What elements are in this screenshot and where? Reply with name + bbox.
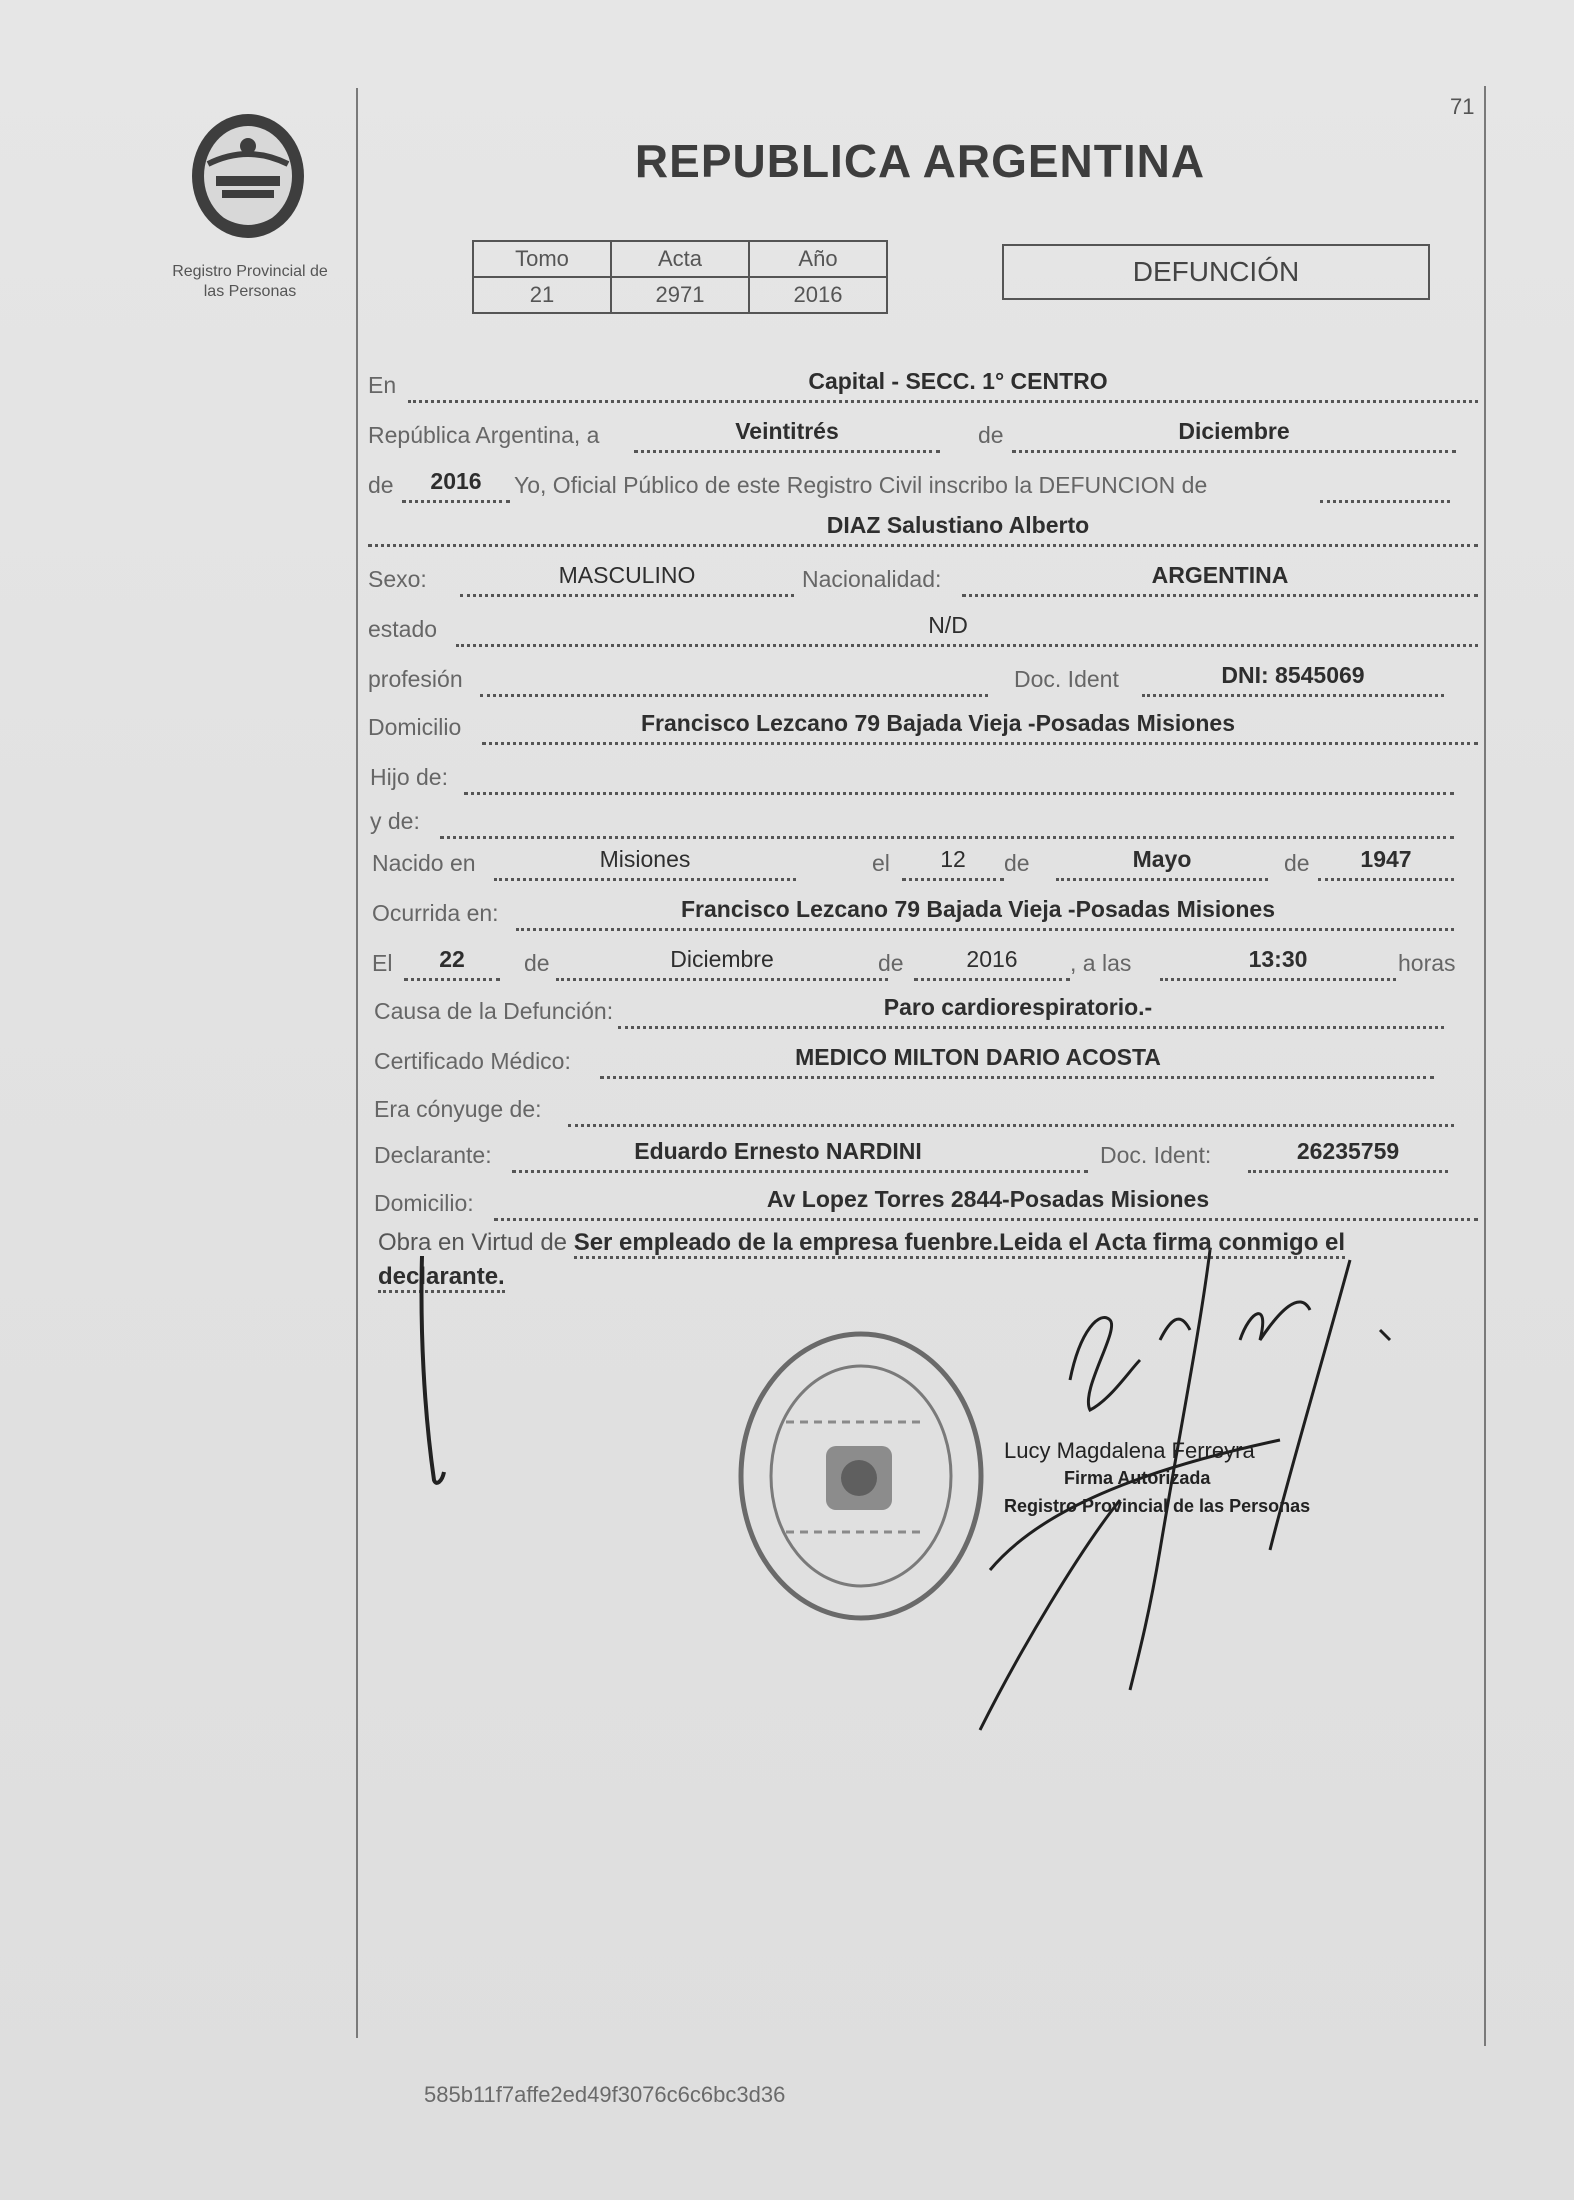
row-conyuge [368, 1088, 1480, 1128]
domicilio-value: Francisco Lezcano 79 Bajada Vieja -Posadas Misiones [641, 710, 1235, 736]
death-month-dots [556, 978, 888, 981]
page-number: 71 [1450, 94, 1475, 119]
obra-value: Ser empleado de la empresa fuenbre.Leida el Acta firma conmigo el declarante. [378, 1229, 1345, 1293]
acta-value: 2971 [611, 277, 749, 313]
de-label-3: de [1284, 850, 1310, 876]
signatory-role: Firma Autorizada [1064, 1468, 1211, 1488]
death-month: Diciembre [670, 946, 774, 972]
row-sexo [368, 558, 1480, 598]
death-time-dots [1160, 978, 1396, 981]
conyuge-dots [568, 1124, 1454, 1127]
logo-caption-line2: las Personas [203, 283, 297, 300]
domicilio2-label: Domicilio: [374, 1190, 474, 1216]
de-label-5: de [878, 950, 904, 976]
horas-label: horas [1398, 950, 1456, 976]
nacido-value: Misiones [599, 846, 691, 872]
day-words-value: Veintitrés [735, 418, 839, 444]
year-dots [402, 500, 510, 503]
birth-year-dots [1318, 878, 1454, 881]
en-label: En [368, 372, 397, 398]
domicilio-dots [482, 742, 1478, 745]
row-hijo [368, 756, 1480, 796]
registry-value-row [473, 277, 887, 313]
nacionalidad-label: Nacionalidad: [802, 566, 942, 592]
yo-text: Yo, Oficial Público de este Registro Civil inscribo la DEFUNCION de [514, 472, 1208, 498]
ocurrida-label: Ocurrida en: [372, 900, 499, 926]
estado-label: estado [368, 616, 438, 642]
doc-ident-label: Doc. Ident [1014, 666, 1119, 692]
row-domicilio [368, 706, 1480, 746]
doc-ident-dots [1142, 694, 1444, 697]
row-en [368, 364, 1480, 404]
birth-day: 12 [940, 846, 966, 872]
republica-label: República Argentina, a [368, 422, 600, 448]
de-label-2: de [1004, 850, 1030, 876]
day-words-dots [634, 450, 940, 453]
name-dots [368, 544, 1478, 547]
row-nacido [368, 842, 1480, 882]
certificado-label: Certificado Médico: [374, 1048, 571, 1074]
sexo-value: MASCULINO [558, 562, 696, 588]
signatory-name: Lucy Magdalena Ferreyra [1004, 1438, 1255, 1463]
declarante-label: Declarante: [374, 1142, 492, 1168]
estado-dots [456, 644, 1478, 647]
birth-year: 1947 [1360, 846, 1412, 872]
sexo-dots [460, 594, 794, 597]
yde-dots [440, 836, 1454, 839]
handwritten-mark [410, 1250, 470, 1490]
obra-label: Obra en Virtud de [378, 1229, 568, 1256]
row-yde [368, 800, 1480, 840]
en-value: Capital - SECC. 1° CENTRO [808, 368, 1108, 394]
row-causa [368, 990, 1480, 1030]
death-year-dots [914, 978, 1070, 981]
causa-label: Causa de la Defunción: [374, 998, 614, 1024]
row-domicilio-declarante [368, 1182, 1480, 1222]
conyuge-label: Era cónyuge de: [374, 1096, 542, 1122]
row-certificado [368, 1040, 1480, 1080]
nacionalidad-value: ARGENTINA [1151, 562, 1289, 588]
el2-label: El [372, 950, 393, 976]
ano-value: 2016 [749, 277, 887, 313]
document-hash: 585b11f7affe2ed49f3076c6c6bc3d36 [424, 2082, 786, 2107]
misiones-coat-of-arms-logo [178, 104, 318, 244]
birth-day-dots [902, 878, 1004, 881]
de-label: de [368, 472, 394, 498]
profesion-label: profesión [368, 666, 463, 692]
signatory-organization: Registro Provincial de las Personas [1004, 1496, 1311, 1516]
month-value: Diciembre [1178, 418, 1290, 444]
en-dots [408, 400, 1478, 403]
document-type-box: DEFUNCIÓN [1002, 244, 1430, 300]
certificado-value: MEDICO MILTON DARIO ACOSTA [795, 1044, 1161, 1070]
sexo-label: Sexo: [368, 566, 427, 592]
doc-ident2-label: Doc. Ident: [1100, 1142, 1212, 1168]
left-margin-line [356, 88, 358, 2038]
tomo-value: 21 [473, 277, 611, 313]
birth-month-dots [1056, 878, 1268, 881]
death-day: 22 [439, 946, 465, 972]
birth-month: Mayo [1132, 846, 1192, 872]
causa-value: Paro cardiorespiratorio.- [883, 994, 1153, 1020]
hijo-dots [464, 792, 1454, 795]
row-date-words [368, 414, 1480, 454]
de-label-1: de [978, 422, 1004, 448]
alas-label: , a las [1070, 950, 1132, 976]
death-time: 13:30 [1248, 946, 1308, 972]
doc-ident-value: DNI: 8545069 [1221, 662, 1365, 688]
domicilio-label: Domicilio [368, 714, 462, 740]
row-fecha-defuncion [368, 942, 1480, 982]
death-day-dots [404, 978, 500, 981]
doc-ident2-value: 26235759 [1296, 1138, 1400, 1164]
domicilio2-dots [494, 1218, 1478, 1221]
row-ocurrida [368, 892, 1480, 932]
row-deceased-name [368, 508, 1480, 548]
row-declarante [368, 1134, 1480, 1174]
death-year: 2016 [966, 946, 1018, 972]
row-estado [368, 608, 1480, 648]
registry-table [472, 240, 888, 314]
month-dots [1012, 450, 1456, 453]
row-year [368, 464, 1480, 504]
nacido-label: Nacido en [372, 850, 476, 876]
nacionalidad-dots [962, 594, 1478, 597]
declarante-value: Eduardo Ernesto NARDINI [634, 1138, 922, 1164]
certificado-dots [600, 1076, 1434, 1079]
tomo-header: Tomo [473, 241, 611, 277]
acta-header: Acta [611, 241, 749, 277]
ocurrida-value: Francisco Lezcano 79 Bajada Vieja -Posadas Misiones [681, 896, 1275, 922]
profesion-dots [480, 694, 988, 697]
domicilio2-value: Av Lopez Torres 2844-Posadas Misiones [766, 1186, 1210, 1212]
row-profesion [368, 658, 1480, 698]
estado-value: N/D [928, 612, 968, 638]
ano-header: Año [749, 241, 887, 277]
ocurrida-dots [516, 928, 1454, 931]
causa-dots [618, 1026, 1444, 1029]
hijo-label: Hijo de: [370, 764, 448, 790]
de-label-4: de [524, 950, 550, 976]
el-label: el [872, 850, 890, 876]
deceased-name: DIAZ Salustiano Alberto [826, 512, 1090, 538]
declarante-dots [512, 1170, 1088, 1173]
official-stamp [726, 1326, 996, 1626]
year-value: 2016 [430, 468, 482, 494]
yo-dots [1320, 500, 1450, 503]
logo-caption [150, 262, 350, 302]
doc-ident2-dots [1248, 1170, 1448, 1173]
right-margin-line [1484, 86, 1486, 2046]
yde-label: y de: [370, 808, 420, 834]
page-title: REPUBLICA ARGENTINA [634, 135, 1206, 187]
registry-header-row [473, 241, 887, 277]
logo-caption-line1: Registro Provincial de [172, 263, 328, 280]
nacido-dots [494, 878, 796, 881]
